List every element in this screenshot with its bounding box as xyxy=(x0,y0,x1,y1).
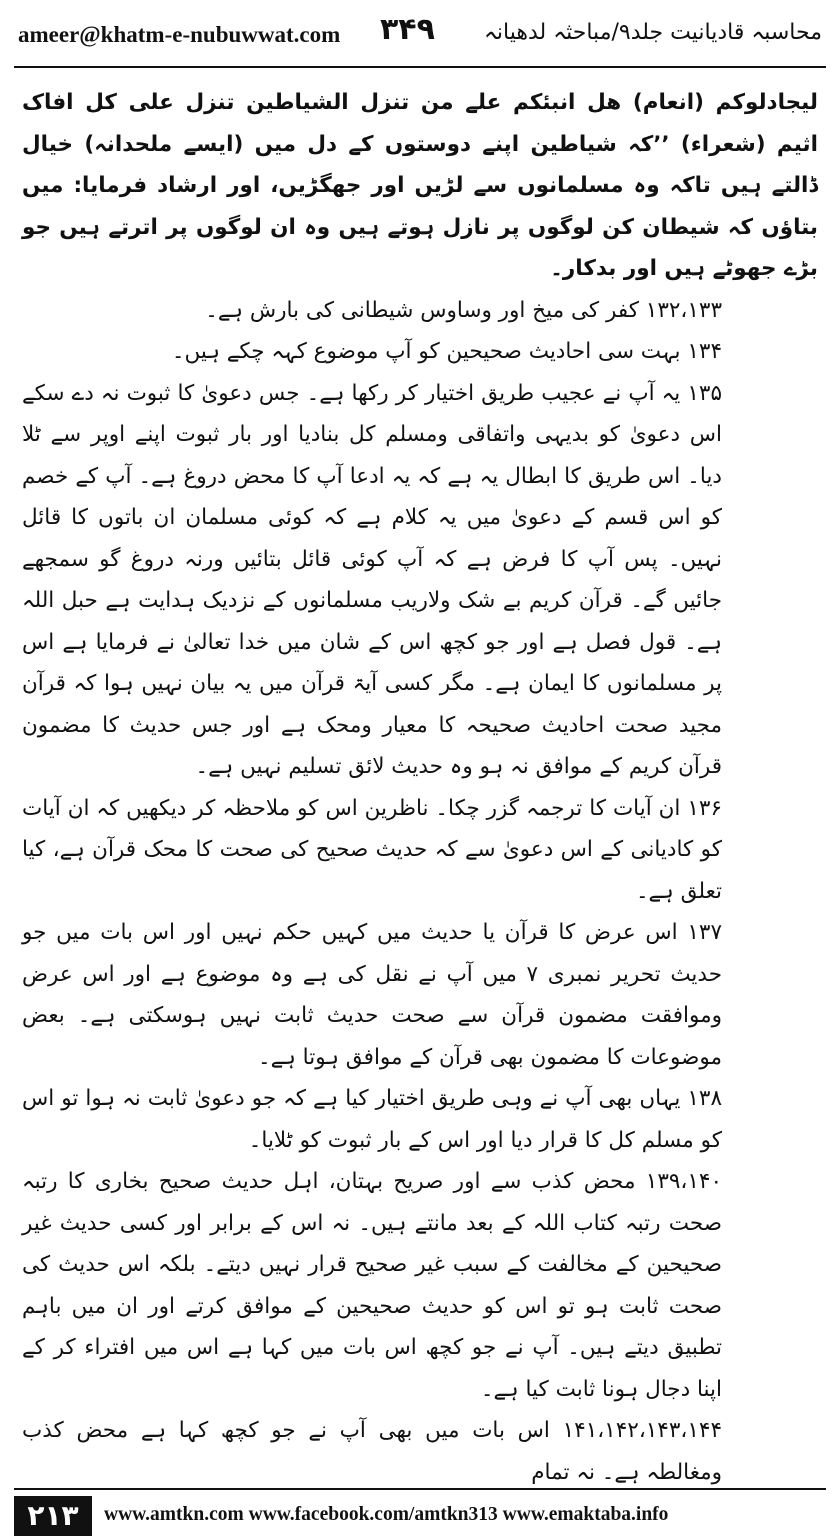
book-title: محاسبہ قادیانیت جلد۹/مباحثہ لدھیانہ xyxy=(484,20,822,45)
paragraph-note-139-140: ۱۳۹،۱۴۰ محض کذب سے اور صریح بہتان، اہل حدیث صحیح بخاری کا رتبہ صحت رتبہ کتاب اللہ کے بعد مانتے ہیں۔ نہ اس کے برابر اور کسی حدیث غیر صحیحین کے مخالفت کے سبب غیر صحیح قرار نہیں دیتے۔ بلکہ اس حدیث کی صحت ثابت ہو تو اس کو حدیث صحیحین کے موافق کرتے اور ان میں باہم تطبیق دیتے ہیں۔ آپ نے جو کچھ اس بات میں کہا ہے اس میں افتراء کر کے اپنا دجال ہونا ثابت کیا ہے۔ xyxy=(22,1169,722,1402)
paragraph-intro: لیجادلوکم (انعام) ھل انبئکم علے من تنزل الشیاطین تنزل علی کل افاک اثیم (شعراء) ’’کہ شیاطین اپنے دوستوں کے دل میں (ایسے ملحدانہ) خیال ڈالتے ہیں تاکہ وہ مسلمانوں سے لڑیں اور جھگڑیں، اور ارشاد فرمایا: میں بتاؤں کہ شیطان کن لوگوں پر نازل ہوتے ہیں وہ ان لوگوں پر اترتے ہیں جو بڑے جھوٹے ہیں اور بدکار۔ xyxy=(22,90,818,281)
page-footer xyxy=(0,1488,840,1540)
paragraph-note-134: ۱۳۴ بہت سی احادیث صحیحین کو آپ موضوع کہہ چکے ہیں۔ xyxy=(171,339,722,364)
page-number: ۳۴۹ xyxy=(380,12,435,47)
footer-links[interactable]: www.amtkn.com www.facebook.com/amtkn313 www.emaktaba.info xyxy=(104,1504,669,1525)
paragraph-note-141-144: ۱۴۱،۱۴۲،۱۴۳،۱۴۴ اس بات میں بھی آپ نے جو کچھ کہا ہے محض کذب ومغالطہ ہے۔ نہ تمام xyxy=(22,1418,722,1485)
page-body xyxy=(22,82,818,1493)
header-email[interactable]: ameer@khatm-e-nubuwwat.com xyxy=(18,22,341,47)
paragraph-note-136: ۱۳۶ ان آیات کا ترجمہ گزر چکا۔ ناظرین اس کو ملاحظہ کر دیکھیں کہ ان آیات کو کادیانی کے اس دعویٰ سے کہ حدیث صحیح کی صحت کا محک قرآن ہے، کیا تعلق ہے۔ xyxy=(22,795,722,904)
paragraph-note-137: ۱۳۷ اس عرض کا قرآن یا حدیث میں کہیں حکم نہیں اور اس بات میں جو حدیث تحریر نمبری ۷ میں آپ نے نقل کی ہے وہ موضوع ہے اور اس عرض وموافقت مضمون قرآن سے صحت حدیث ثابت نہیں ہوسکتی ہے۔ بعض موضوعات کا مضمون بھی قرآن کے موافق ہوتا ہے۔ xyxy=(22,920,722,1070)
paragraph-note-138: ۱۳۸ یہاں بھی آپ نے وہی طریق اختیار کیا ہے کہ جو دعویٰ ثابت نہ ہوا تو اس کو مسلم کل کا قرار دیا اور اس کے بار ثبوت کو ٹلایا۔ xyxy=(22,1086,722,1153)
footer-page-badge: ۲۱۳ xyxy=(14,1496,92,1536)
paragraph-note-135: ۱۳۵ یہ آپ نے عجیب طریق اختیار کر رکھا ہے۔ جس دعویٰ کا ثبوت نہ دے سکے اس دعویٰ کو بدیہی واتفاقی ومسلم کل بنادیا اور بار ثبوت اپنے اوپر سے ٹلا دیا۔ اس طریق کا ابطال یہ ہے کہ یہ ادعا آپ کا محض دروغ ہے۔ آپ کے خصم کو اس قسم کے دعویٰ میں یہ کلام ہے کہ کوئی مسلمان ان باتوں کا قائل نہیں۔ پس آپ کا فرض ہے کہ آپ کوئی قائل بتائیں ورنہ دروغ گو سمجھے جائیں گے۔ قرآن کریم بے شک ولاریب مسلمانوں کے نزدیک ہدایت ہے حبل اللہ ہے۔ قول فصل ہے اور جو کچھ اس کے شان میں خدا تعالیٰ نے فرمایا ہے اس پر مسلمانوں کا ایمان ہے۔ مگر کسی آیۃ قرآن میں یہ بیان نہیں ہوا کہ قرآن مجید صحت احادیث صحیحہ کا معیار ومحک ہے اور جس حدیث کا مضمون قرآن کریم کے موافق نہ ہو وہ حدیث لائق تسلیم نہیں ہے۔ xyxy=(22,380,722,779)
footer-divider xyxy=(14,1488,826,1490)
paragraph-note-132-133: ۱۳۲،۱۳۳ کفر کی میخ اور وساوس شیطانی کی بارش ہے۔ xyxy=(205,297,722,323)
page-header xyxy=(0,0,840,68)
header-divider xyxy=(14,66,826,68)
